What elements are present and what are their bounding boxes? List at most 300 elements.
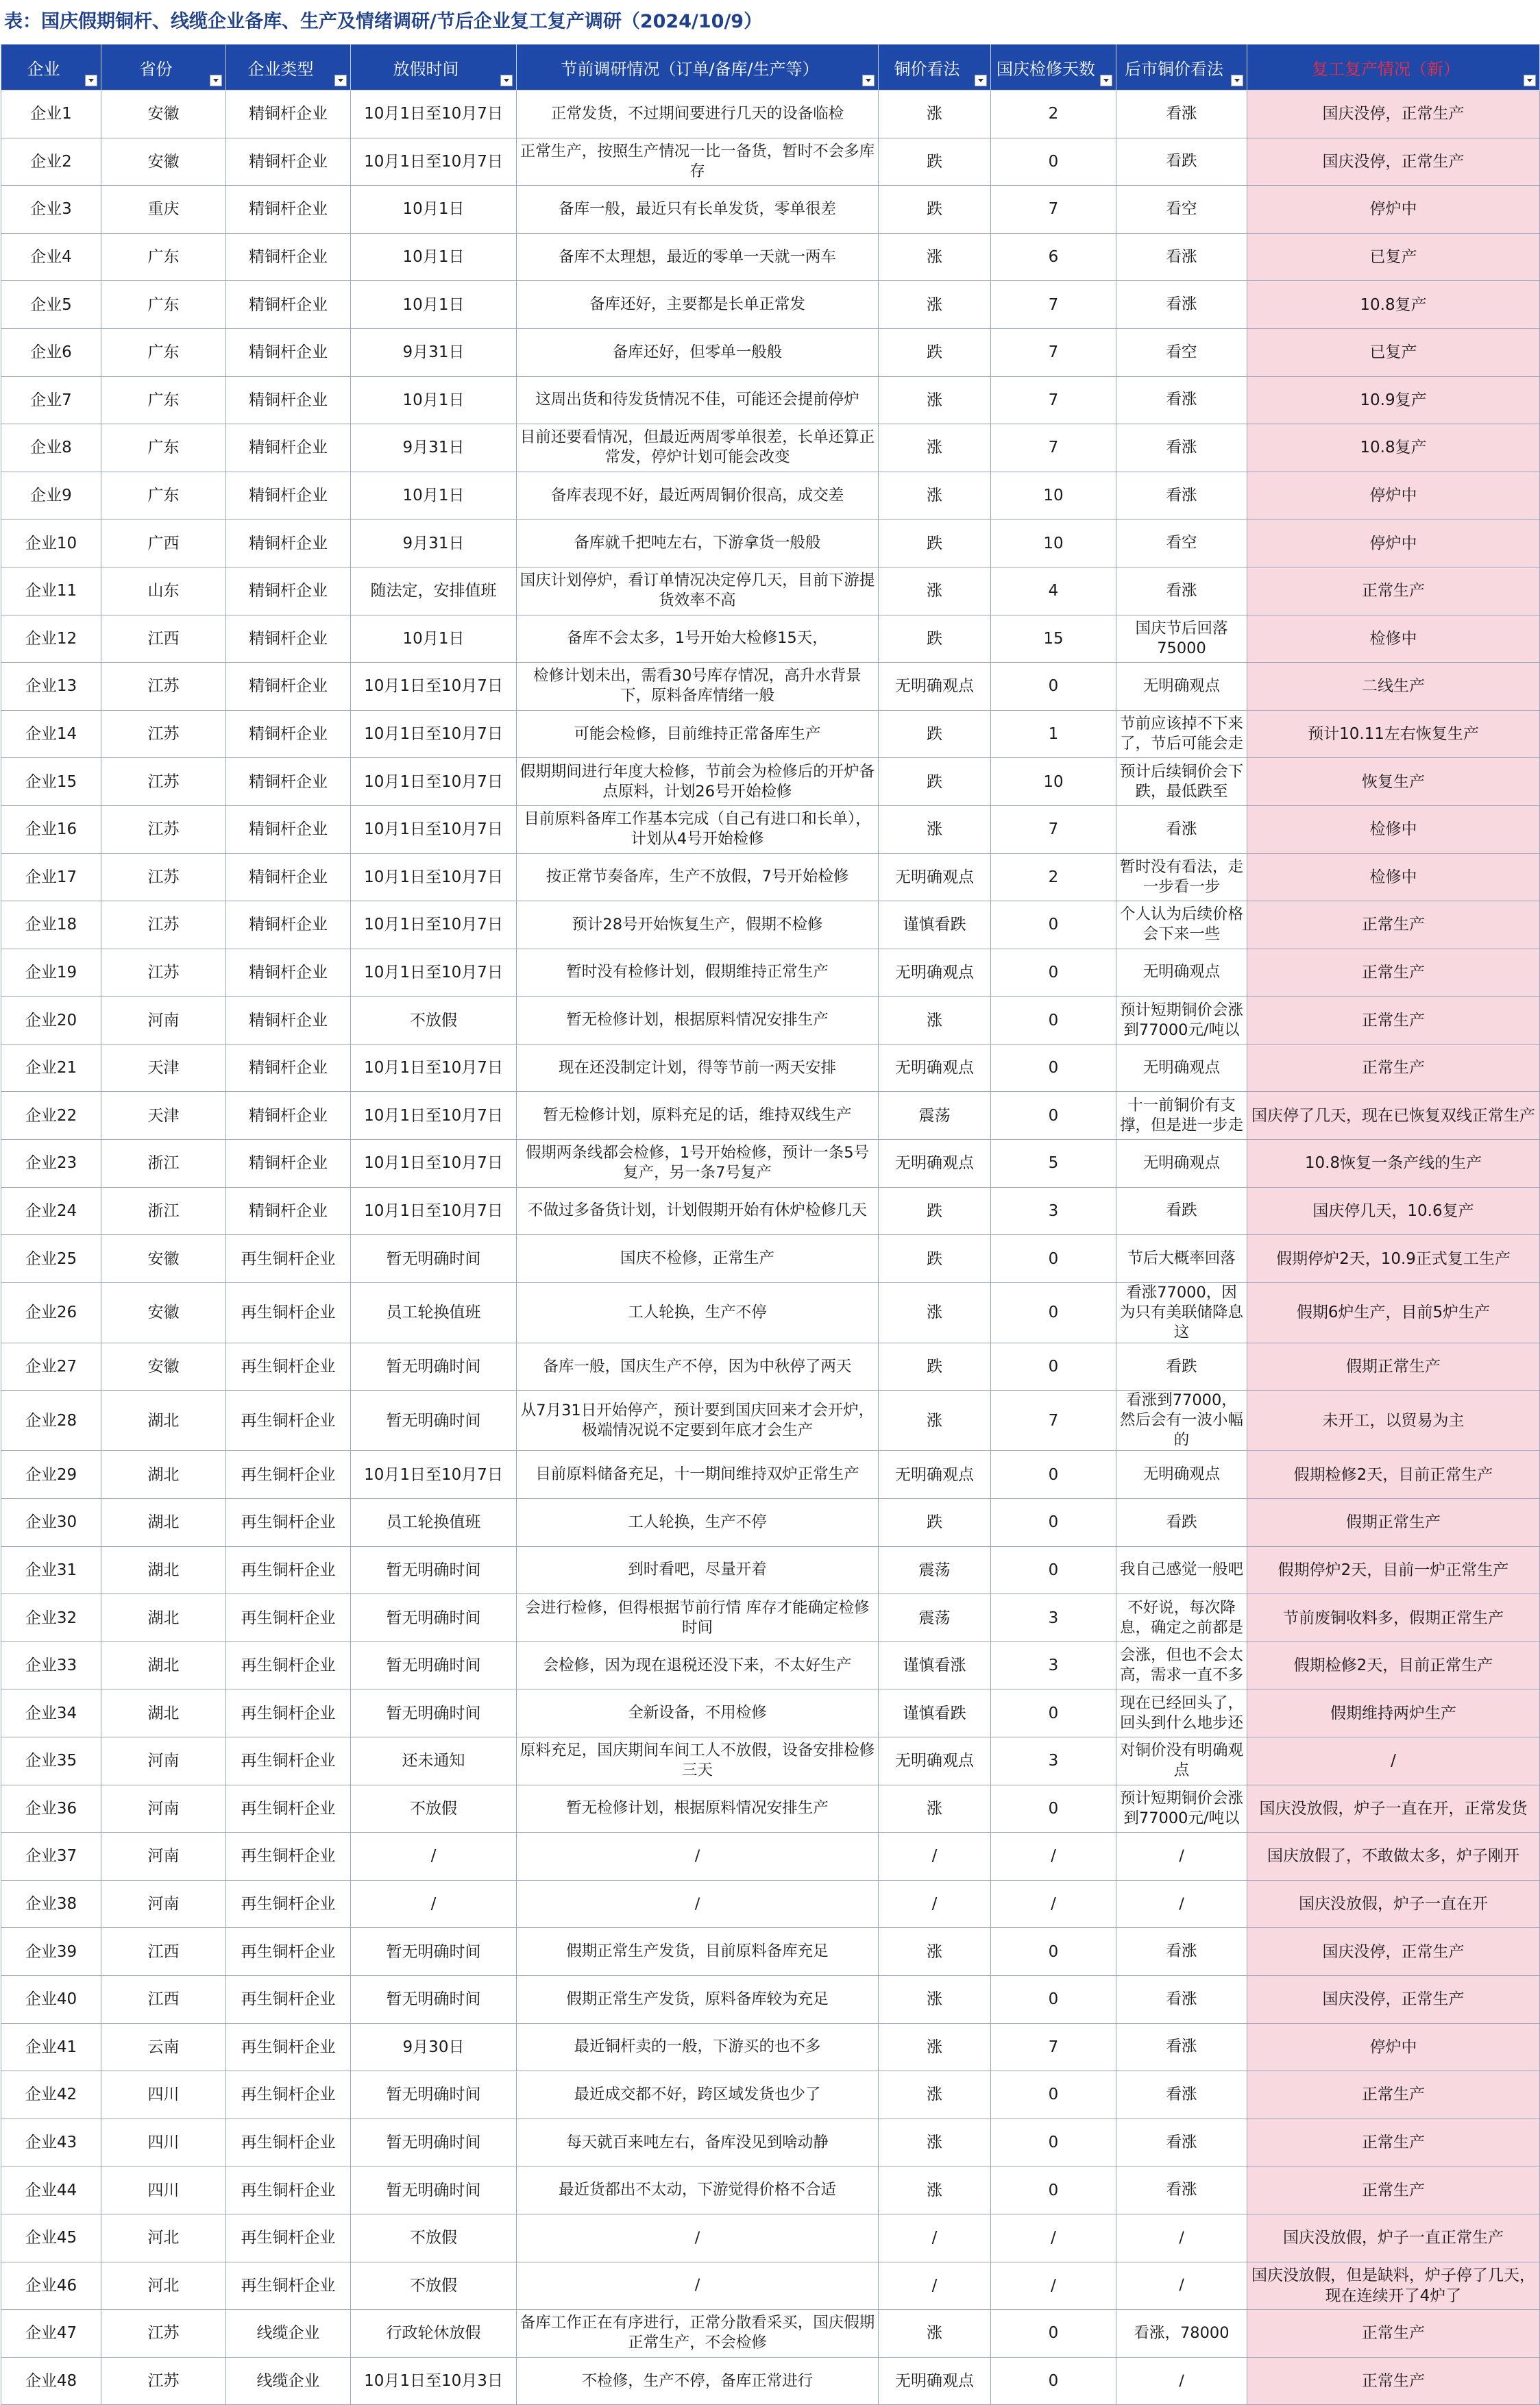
outlook-cell: 无明确观点	[1116, 1044, 1247, 1092]
company-cell: 企业31	[1, 1546, 101, 1594]
status-cell: 国庆没停，正常生产	[1247, 90, 1540, 138]
dropdown-filter-icon[interactable]	[334, 75, 347, 86]
table-row	[1, 1044, 1540, 1092]
survey-note-cell: 每天就百来吨左右，备库没见到啥动静	[517, 2119, 879, 2166]
company-cell: 企业25	[1, 1235, 101, 1283]
survey-note-cell: 会进行检修，但得根据节前行情 库存才能确定检修时间	[517, 1594, 879, 1642]
survey-note-cell: 备库一般，国庆生产不停，因为中秋停了两天	[517, 1343, 879, 1391]
holiday-cell: 10月1日至10月7日	[351, 663, 517, 711]
survey-note-cell: 备库一般，最近只有长单发货，零单很差	[517, 186, 879, 234]
maintenance-days-cell: 15	[991, 615, 1116, 663]
outlook-cell: 预计后续铜价会下跌，最低跌至	[1116, 758, 1247, 806]
table-row	[1, 1737, 1540, 1785]
col-header-label: 后市铜价看法	[1125, 59, 1223, 79]
copper-view-cell: 涨	[879, 1282, 991, 1343]
company-type-cell: 精铜杆企业	[226, 233, 351, 281]
copper-view-cell: 涨	[879, 805, 991, 853]
outlook-cell: 看跌	[1116, 1343, 1247, 1391]
survey-note-cell: 备库不会太多，1号开始大检修15天，	[517, 615, 879, 663]
province-cell: 湖北	[101, 1451, 226, 1499]
company-type-cell: 再生铜杆企业	[226, 1689, 351, 1737]
maintenance-days-cell: 0	[991, 2119, 1116, 2166]
survey-note-cell: 从7月31日开始停产，预计要到国庆回来才会开炉，极端情况说不定要到年底才会生产	[517, 1391, 879, 1451]
province-cell: 湖北	[101, 1391, 226, 1451]
maintenance-days-cell: 0	[991, 138, 1116, 186]
province-cell: 江西	[101, 1975, 226, 2023]
status-cell: 国庆没放假，炉子一直正常生产	[1247, 2214, 1540, 2262]
maintenance-days-cell: 6	[991, 233, 1116, 281]
holiday-cell: 9月31日	[351, 424, 517, 472]
table-row	[1, 328, 1540, 376]
page-title: 表：国庆假期铜杆、线缆企业备库、生产及情绪调研/节后企业复工复产调研（2024/10/9）	[4, 11, 763, 32]
maintenance-days-cell: 0	[991, 1343, 1116, 1391]
maintenance-days-cell: 0	[991, 1689, 1116, 1737]
table-row	[1, 1235, 1540, 1283]
outlook-cell: /	[1116, 1880, 1247, 1928]
maintenance-days-cell: 7	[991, 2023, 1116, 2071]
company-type-cell: 精铜杆企业	[226, 710, 351, 758]
province-cell: 天津	[101, 1092, 226, 1140]
province-cell: 江苏	[101, 2357, 226, 2405]
copper-view-cell: 涨	[879, 281, 991, 329]
table-row	[1, 1928, 1540, 1976]
copper-view-cell: 涨	[879, 1975, 991, 2023]
status-cell: 国庆停几天，10.6复产	[1247, 1187, 1540, 1235]
outlook-cell: /	[1116, 2214, 1247, 2262]
survey-note-cell: /	[517, 2262, 879, 2310]
holiday-cell: 不放假	[351, 1785, 517, 1833]
survey-note-cell: 目前原料备库工作基本完成（自己有进口和长单），计划从4号开始检修	[517, 805, 879, 853]
holiday-cell: 暂无明确时间	[351, 1689, 517, 1737]
status-cell: 检修中	[1247, 853, 1540, 901]
province-cell: 安徽	[101, 1343, 226, 1391]
maintenance-days-cell: 0	[991, 1235, 1116, 1283]
status-cell: 二线生产	[1247, 663, 1540, 711]
survey-note-cell: /	[517, 2214, 879, 2262]
copper-view-cell: 无明确观点	[879, 949, 991, 997]
company-cell: 企业44	[1, 2166, 101, 2214]
company-cell: 企业43	[1, 2119, 101, 2166]
dropdown-filter-icon[interactable]	[210, 75, 222, 86]
maintenance-days-cell: 7	[991, 376, 1116, 424]
company-cell: 企业30	[1, 1499, 101, 1547]
holiday-cell: 行政轮休放假	[351, 2310, 517, 2358]
maintenance-days-cell: 7	[991, 328, 1116, 376]
outlook-cell: 现在已经回头了，回头到什么地步还	[1116, 1689, 1247, 1737]
maintenance-days-cell: 5	[991, 1140, 1116, 1188]
company-cell: 企业20	[1, 997, 101, 1045]
copper-view-cell: 震荡	[879, 1092, 991, 1140]
company-cell: 企业16	[1, 805, 101, 853]
province-cell: 广东	[101, 328, 226, 376]
maintenance-days-cell: 0	[991, 1451, 1116, 1499]
col-header-holiday[interactable]	[351, 45, 517, 90]
company-cell: 企业19	[1, 949, 101, 997]
maintenance-days-cell: 0	[991, 997, 1116, 1045]
table-row	[1, 1975, 1540, 2023]
copper-view-cell: 涨	[879, 2023, 991, 2071]
copper-view-cell: 跌	[879, 1499, 991, 1547]
company-cell: 企业3	[1, 186, 101, 234]
holiday-cell: 10月1日	[351, 472, 517, 520]
copper-view-cell: 涨	[879, 233, 991, 281]
maintenance-days-cell: 0	[991, 1499, 1116, 1547]
col-header-province[interactable]	[101, 45, 226, 90]
company-type-cell: 再生铜杆企业	[226, 1343, 351, 1391]
holiday-cell: 不放假	[351, 2214, 517, 2262]
company-cell: 企业42	[1, 2071, 101, 2119]
maintenance-days-cell: 3	[991, 1187, 1116, 1235]
table-row	[1, 2119, 1540, 2166]
maintenance-days-cell: /	[991, 2214, 1116, 2262]
company-type-cell: 再生铜杆企业	[226, 2166, 351, 2214]
company-cell: 企业22	[1, 1092, 101, 1140]
company-type-cell: 精铜杆企业	[226, 805, 351, 853]
table-row	[1, 1785, 1540, 1833]
copper-view-cell: 涨	[879, 1928, 991, 1976]
company-cell: 企业29	[1, 1451, 101, 1499]
holiday-cell: 10月1日	[351, 376, 517, 424]
survey-note-cell: 备库还好，主要都是长单正常发	[517, 281, 879, 329]
company-type-cell: 精铜杆企业	[226, 1092, 351, 1140]
company-cell: 企业32	[1, 1594, 101, 1642]
holiday-cell: 不放假	[351, 2262, 517, 2310]
maintenance-days-cell: 0	[991, 2357, 1116, 2405]
company-cell: 企业47	[1, 2310, 101, 2358]
company-cell: 企业23	[1, 1140, 101, 1188]
company-type-cell: 再生铜杆企业	[226, 2214, 351, 2262]
outlook-cell: 看涨	[1116, 2166, 1247, 2214]
outlook-cell: 无明确观点	[1116, 663, 1247, 711]
status-cell: 10.8恢复一条产线的生产	[1247, 1140, 1540, 1188]
province-cell: 湖北	[101, 1499, 226, 1547]
outlook-cell: 看涨	[1116, 2023, 1247, 2071]
status-cell: 正常生产	[1247, 2071, 1540, 2119]
copper-view-cell: 无明确观点	[879, 1451, 991, 1499]
maintenance-days-cell: 0	[991, 1546, 1116, 1594]
outlook-cell: 看涨	[1116, 1928, 1247, 1976]
copper-view-cell: 涨	[879, 2166, 991, 2214]
status-cell: 假期维持两炉生产	[1247, 1689, 1540, 1737]
outlook-cell: 看跌	[1116, 1499, 1247, 1547]
outlook-cell: 对铜价没有明确观点	[1116, 1737, 1247, 1785]
status-cell: 假期检修2天，目前正常生产	[1247, 1451, 1540, 1499]
company-type-cell: 精铜杆企业	[226, 949, 351, 997]
company-type-cell: 精铜杆企业	[226, 758, 351, 806]
status-cell: 已复产	[1247, 233, 1540, 281]
survey-note-cell: 暂时没有检修计划，假期维持正常生产	[517, 949, 879, 997]
status-cell: 国庆放假了，不敢做太多，炉子刚开	[1247, 1833, 1540, 1881]
status-cell: 停炉中	[1247, 520, 1540, 567]
dropdown-filter-icon[interactable]	[975, 75, 987, 86]
table-row	[1, 1641, 1540, 1689]
status-cell: 正常生产	[1247, 949, 1540, 997]
outlook-cell: 看涨	[1116, 376, 1247, 424]
company-type-cell: 精铜杆企业	[226, 567, 351, 615]
copper-view-cell: 跌	[879, 1235, 991, 1283]
outlook-cell: 无明确观点	[1116, 949, 1247, 997]
province-cell: 河南	[101, 997, 226, 1045]
status-cell: 10.9复产	[1247, 376, 1540, 424]
holiday-cell: 10月1日至10月7日	[351, 949, 517, 997]
province-cell: 江苏	[101, 949, 226, 997]
maintenance-days-cell: 0	[991, 1044, 1116, 1092]
survey-note-cell: 到时看吧，尽量开着	[517, 1546, 879, 1594]
maintenance-days-cell: 0	[991, 663, 1116, 711]
copper-view-cell: 涨	[879, 1785, 991, 1833]
status-cell: 假期检修2天，目前正常生产	[1247, 1641, 1540, 1689]
province-cell: 江西	[101, 615, 226, 663]
survey-note-cell: 国庆不检修，正常生产	[517, 1235, 879, 1283]
outlook-cell: 个人认为后续价格会下来一些	[1116, 901, 1247, 949]
col-header-resumption-status[interactable]	[1247, 45, 1540, 90]
maintenance-days-cell: 7	[991, 805, 1116, 853]
company-type-cell: 精铜杆企业	[226, 90, 351, 138]
dropdown-filter-icon[interactable]	[862, 75, 875, 86]
table-row	[1, 1140, 1540, 1188]
outlook-cell: 看跌	[1116, 138, 1247, 186]
table-row	[1, 376, 1540, 424]
holiday-cell: 随法定，安排值班	[351, 567, 517, 615]
survey-note-cell: 不检修，生产不停，备库正常进行	[517, 2357, 879, 2405]
survey-note-cell: 暂无检修计划，根据原料情况安排生产	[517, 997, 879, 1045]
copper-view-cell: /	[879, 2262, 991, 2310]
table-row	[1, 1880, 1540, 1928]
survey-note-cell: 检修计划未出，需看30号库存情况，高升水背景下，原料备库情绪一般	[517, 663, 879, 711]
outlook-cell: 看涨	[1116, 567, 1247, 615]
province-cell: 江苏	[101, 2310, 226, 2358]
holiday-cell: 9月31日	[351, 328, 517, 376]
maintenance-days-cell: 2	[991, 853, 1116, 901]
company-type-cell: 精铜杆企业	[226, 376, 351, 424]
copper-view-cell: 涨	[879, 472, 991, 520]
outlook-cell: 看涨，78000	[1116, 2310, 1247, 2358]
company-type-cell: 再生铜杆企业	[226, 1737, 351, 1785]
holiday-cell: 10月1日	[351, 281, 517, 329]
outlook-cell: /	[1116, 1833, 1247, 1881]
company-type-cell: 精铜杆企业	[226, 901, 351, 949]
maintenance-days-cell: 0	[991, 1092, 1116, 1140]
copper-view-cell: 涨	[879, 2310, 991, 2358]
holiday-cell: 暂无明确时间	[351, 1641, 517, 1689]
status-cell: 国庆没停，正常生产	[1247, 1975, 1540, 2023]
outlook-cell: 会涨，但也不会太高，需求一直不多	[1116, 1641, 1247, 1689]
province-cell: 广东	[101, 281, 226, 329]
header-row	[1, 45, 1540, 90]
holiday-cell: 10月1日至10月7日	[351, 1187, 517, 1235]
outlook-cell: 无明确观点	[1116, 1451, 1247, 1499]
holiday-cell: 10月1日至10月3日	[351, 2357, 517, 2405]
company-type-cell: 再生铜杆企业	[226, 1235, 351, 1283]
company-type-cell: 精铜杆企业	[226, 281, 351, 329]
table-row	[1, 138, 1540, 186]
maintenance-days-cell: /	[991, 1880, 1116, 1928]
table-row	[1, 2262, 1540, 2310]
survey-note-cell: 暂无检修计划，根据原料情况安排生产	[517, 1785, 879, 1833]
col-header-company[interactable]	[1, 45, 101, 90]
table-row	[1, 1833, 1540, 1881]
status-cell: 检修中	[1247, 615, 1540, 663]
company-cell: 企业14	[1, 710, 101, 758]
province-cell: 河南	[101, 1833, 226, 1881]
company-type-cell: 再生铜杆企业	[226, 1594, 351, 1642]
holiday-cell: 10月1日至10月7日	[351, 901, 517, 949]
col-header-label: 省份	[139, 59, 173, 79]
maintenance-days-cell: /	[991, 2262, 1116, 2310]
status-cell: 恢复生产	[1247, 758, 1540, 806]
status-cell: 国庆没放假，但是缺料，炉子停了几天，现在连续开了4炉了	[1247, 2262, 1540, 2310]
company-cell: 企业45	[1, 2214, 101, 2262]
copper-view-cell: 跌	[879, 758, 991, 806]
maintenance-days-cell: 10	[991, 472, 1116, 520]
table-row	[1, 186, 1540, 234]
company-cell: 企业1	[1, 90, 101, 138]
maintenance-days-cell: 0	[991, 2310, 1116, 2358]
province-cell: 湖北	[101, 1689, 226, 1737]
dropdown-filter-icon[interactable]	[500, 75, 513, 86]
holiday-cell: 10月1日至10月7日	[351, 758, 517, 806]
outlook-cell: 看涨	[1116, 472, 1247, 520]
company-cell: 企业13	[1, 663, 101, 711]
table-row	[1, 901, 1540, 949]
table-row	[1, 615, 1540, 663]
company-cell: 企业34	[1, 1689, 101, 1737]
status-cell: 正常生产	[1247, 2310, 1540, 2358]
company-type-cell: 精铜杆企业	[226, 615, 351, 663]
copper-view-cell: 跌	[879, 328, 991, 376]
company-type-cell: 精铜杆企业	[226, 328, 351, 376]
col-header-label: 铜价看法	[894, 59, 960, 79]
company-type-cell: 再生铜杆企业	[226, 1928, 351, 1976]
company-type-cell: 再生铜杆企业	[226, 2071, 351, 2119]
outlook-cell: 看涨77000，因为只有美联储降息这	[1116, 1282, 1247, 1343]
company-cell: 企业11	[1, 567, 101, 615]
holiday-cell: 暂无明确时间	[351, 1594, 517, 1642]
company-cell: 企业40	[1, 1975, 101, 2023]
holiday-cell: 暂无明确时间	[351, 1975, 517, 2023]
status-cell: 国庆没停，正常生产	[1247, 1928, 1540, 1976]
table-row	[1, 1689, 1540, 1737]
dropdown-filter-icon[interactable]	[1231, 75, 1243, 86]
status-cell: 停炉中	[1247, 472, 1540, 520]
status-cell: /	[1247, 1737, 1540, 1785]
copper-view-cell: 跌	[879, 1343, 991, 1391]
holiday-cell: 10月1日至10月7日	[351, 1140, 517, 1188]
maintenance-days-cell: 0	[991, 2071, 1116, 2119]
maintenance-days-cell: 7	[991, 424, 1116, 472]
outlook-cell: 看涨	[1116, 281, 1247, 329]
company-type-cell: 再生铜杆企业	[226, 1880, 351, 1928]
holiday-cell: 暂无明确时间	[351, 2071, 517, 2119]
maintenance-days-cell: 3	[991, 1594, 1116, 1642]
survey-note-cell: 备库不太理想，最近的零单一天就一两车	[517, 233, 879, 281]
dropdown-filter-icon[interactable]	[1100, 75, 1112, 86]
province-cell: 安徽	[101, 1235, 226, 1283]
dropdown-filter-icon[interactable]	[1524, 75, 1536, 86]
company-cell: 企业9	[1, 472, 101, 520]
col-header-company-type[interactable]	[226, 45, 351, 90]
company-type-cell: 再生铜杆企业	[226, 2262, 351, 2310]
status-cell: 预计10.11左右恢复生产	[1247, 710, 1540, 758]
table-row	[1, 1187, 1540, 1235]
outlook-cell: /	[1116, 2357, 1247, 2405]
province-cell: 河南	[101, 1737, 226, 1785]
outlook-cell: 预计短期铜价会涨到77000元/吨以	[1116, 1785, 1247, 1833]
table-row	[1, 2023, 1540, 2071]
holiday-cell: 不放假	[351, 997, 517, 1045]
survey-note-cell: 按正常节奏备库，生产不放假，7号开始检修	[517, 853, 879, 901]
province-cell: 重庆	[101, 186, 226, 234]
table-row	[1, 2357, 1540, 2405]
province-cell: 安徽	[101, 1282, 226, 1343]
dropdown-filter-icon[interactable]	[85, 75, 97, 86]
col-header-label: 企业	[27, 59, 60, 79]
company-type-cell: 精铜杆企业	[226, 663, 351, 711]
company-cell: 企业27	[1, 1343, 101, 1391]
col-header-pre-holiday-survey[interactable]	[517, 45, 879, 90]
survey-note-cell: /	[517, 1880, 879, 1928]
outlook-cell: 看涨到77000，然后会有一波小幅的	[1116, 1391, 1247, 1451]
company-type-cell: 再生铜杆企业	[226, 1282, 351, 1343]
company-type-cell: 线缆企业	[226, 2310, 351, 2358]
province-cell: 江苏	[101, 710, 226, 758]
table-row	[1, 1594, 1540, 1642]
holiday-cell: 还未通知	[351, 1737, 517, 1785]
table-row	[1, 472, 1540, 520]
survey-note-cell: 不做过多备货计划，计划假期开始有休炉检修几天	[517, 1187, 879, 1235]
status-cell: 节前废铜收料多，假期正常生产	[1247, 1594, 1540, 1642]
table-row	[1, 90, 1540, 138]
holiday-cell: 暂无明确时间	[351, 2119, 517, 2166]
province-cell: 江苏	[101, 805, 226, 853]
holiday-cell: 10月1日至10月7日	[351, 1451, 517, 1499]
company-type-cell: 再生铜杆企业	[226, 1451, 351, 1499]
holiday-cell: 10月1日	[351, 233, 517, 281]
maintenance-days-cell: /	[991, 1833, 1116, 1881]
survey-note-cell: 预计28号开始恢复生产，假期不检修	[517, 901, 879, 949]
col-header-outlook[interactable]	[1116, 45, 1247, 90]
survey-note-cell: 最近成交都不好，跨区域发货也少了	[517, 2071, 879, 2119]
maintenance-days-cell: 10	[991, 758, 1116, 806]
province-cell: 浙江	[101, 1140, 226, 1188]
copper-view-cell: 跌	[879, 520, 991, 567]
maintenance-days-cell: 0	[991, 901, 1116, 949]
company-cell: 企业39	[1, 1928, 101, 1976]
col-header-copper-view[interactable]	[879, 45, 991, 90]
province-cell: 江苏	[101, 663, 226, 711]
company-type-cell: 再生铜杆企业	[226, 2119, 351, 2166]
company-cell: 企业28	[1, 1391, 101, 1451]
holiday-cell: /	[351, 1833, 517, 1881]
province-cell: 江苏	[101, 758, 226, 806]
survey-note-cell: 最近铜杆卖的一般，下游买的也不多	[517, 2023, 879, 2071]
company-cell: 企业24	[1, 1187, 101, 1235]
status-cell: 正常生产	[1247, 2357, 1540, 2405]
col-header-maintenance-days[interactable]	[991, 45, 1116, 90]
status-cell: 正常生产	[1247, 901, 1540, 949]
company-type-cell: 精铜杆企业	[226, 186, 351, 234]
status-cell: 国庆没停，正常生产	[1247, 138, 1540, 186]
maintenance-days-cell: 0	[991, 1928, 1116, 1976]
copper-view-cell: 跌	[879, 710, 991, 758]
holiday-cell: /	[351, 1880, 517, 1928]
copper-view-cell: /	[879, 2214, 991, 2262]
table-row	[1, 2071, 1540, 2119]
holiday-cell: 员工轮换值班	[351, 1282, 517, 1343]
col-header-label: 企业类型	[247, 59, 314, 79]
copper-view-cell: 涨	[879, 424, 991, 472]
maintenance-days-cell: 7	[991, 281, 1116, 329]
